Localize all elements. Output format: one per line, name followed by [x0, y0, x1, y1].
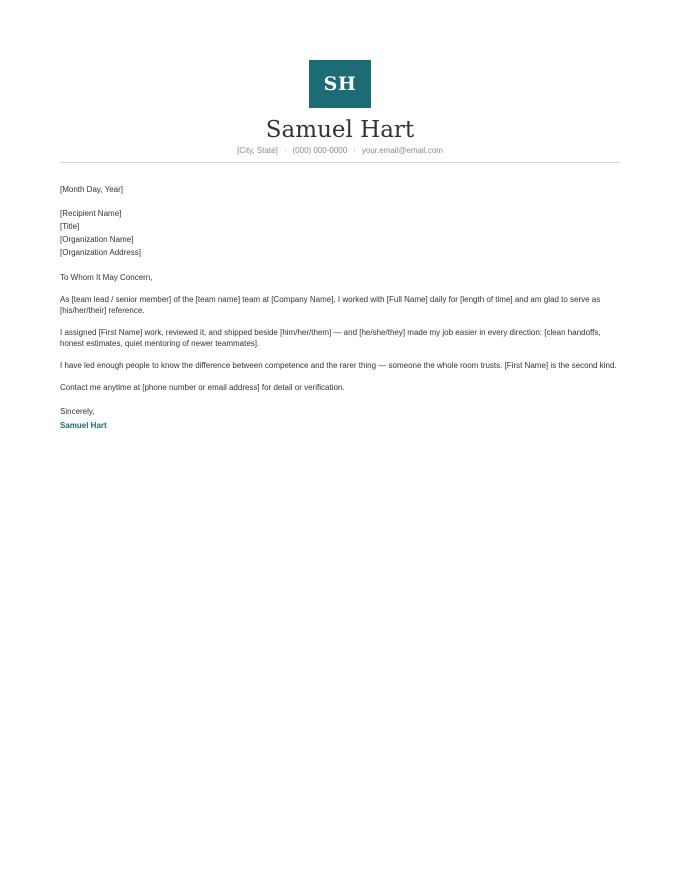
header-divider: [60, 162, 620, 163]
contact-line: [0, 146, 680, 156]
letter-signature: Samuel Hart: [60, 421, 107, 430]
letter-paragraph: I assigned [First Name] work, reviewed it, and shipped beside [him/her/them] — and [he/she/they] made my job easier in every direction: [clean handoffs, honest estimates, quiet mentoring of newer teammates].: [60, 328, 601, 348]
contact-separator: ·: [283, 146, 287, 155]
letter-body: [60, 184, 620, 431]
letter-paragraph: As [team lead / senior member] of the [team name] team at [Company Name], I worked with [Full Name] daily for [length of time] and am glad to serve as [his/her/their] reference.: [60, 295, 601, 315]
recipient-title: [Title]: [60, 222, 80, 231]
letter-paragraph: I have led enough people to know the difference between competence and the rarer thing — someone the whole room trusts. [First Name] is the second kind.: [60, 361, 617, 370]
letter-paragraph: Contact me anytime at [phone number or email address] for detail or verification.: [60, 383, 345, 392]
recipient-organization: [Organization Name]: [60, 235, 134, 244]
recipient-block: [60, 207, 620, 259]
letter-date: [Month Day, Year]: [60, 185, 123, 194]
contact-phone: (000) 000-0000: [292, 146, 348, 155]
monogram-badge: SH: [309, 60, 371, 108]
recipient-address: [Organization Address]: [60, 248, 141, 257]
contact-location: [City, State]: [237, 146, 278, 155]
recipient-name: [Recipient Name]: [60, 209, 122, 218]
sender-name: Samuel Hart: [265, 117, 415, 143]
contact-email: your.email@email.com: [361, 146, 443, 155]
contact-separator: ·: [353, 146, 356, 155]
letter-closing: Sincerely,: [60, 407, 95, 416]
letter-greeting: To Whom It May Concern,: [60, 273, 153, 282]
